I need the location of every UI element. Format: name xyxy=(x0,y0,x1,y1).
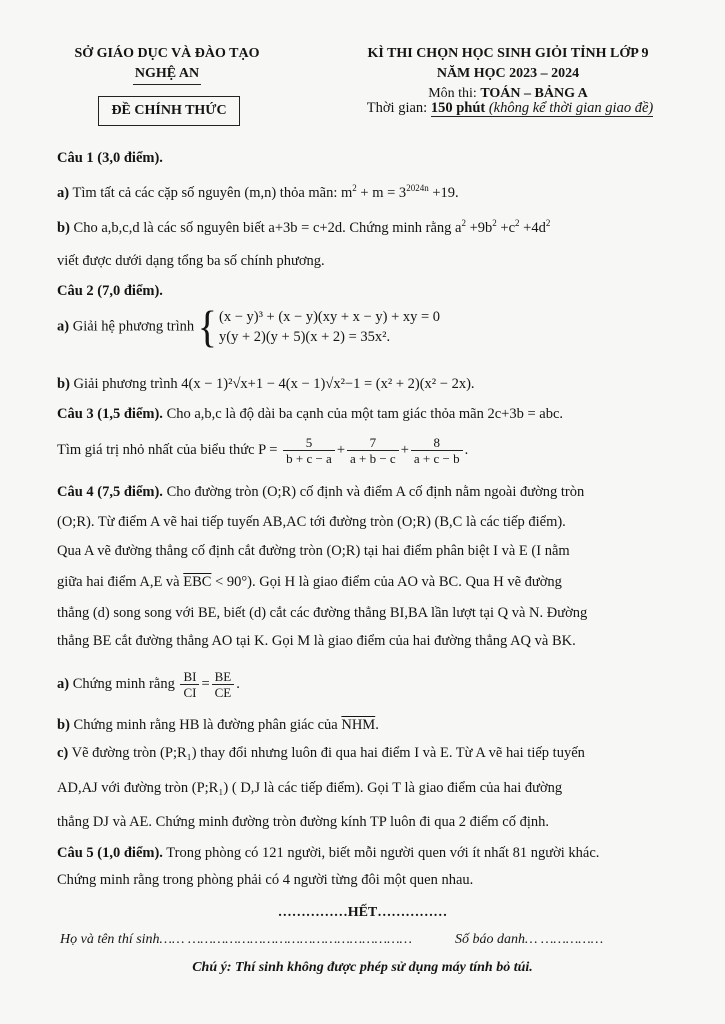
q1-b-line2: viết được dưới dạng tổng ba số chính phương. xyxy=(57,253,325,269)
fraction-bi-ci: $\frac{BI}{CI}$ xyxy=(180,669,199,700)
q4-c-line1: c) Vẽ đường tròn (P;R₁) thay đổi nhưng luôn đi qua hai điểm I và E. Từ A vẽ hai tiếp tuyến xyxy=(57,745,585,761)
q1-title: Câu 1 (3,0 điểm). xyxy=(57,150,163,166)
q2-b: b) Giải phương trình 4(x − 1)²√x+1 − 4(x − 1)√x²−1 = (x² + 2)(x² − 2x). xyxy=(57,376,475,392)
q4-line1: Câu 4 (7,5 điểm). Cho đường tròn (O;R) cố định và điểm A cố định nằm ngoài đường tròn xyxy=(57,484,585,500)
candidate-name-line: Họ và tên thí sinh…… ……………………………………………… xyxy=(60,932,413,947)
footer-note: Chú ý: Thí sinh không được phép sử dụng máy tính bỏ túi. xyxy=(192,960,533,975)
fraction-2: $\frac{7}{a + b - c}$ xyxy=(347,435,399,466)
q4-line3: Qua A vẽ đường thẳng cố định cắt đường tròn (O;R) tại hai điểm phân biệt I và E (I nằm xyxy=(57,543,570,559)
end-marker: ……………HẾT…………… xyxy=(277,905,448,920)
q4-line6: thẳng BE cắt đường thẳng AO tại K. Gọi M là giao điểm của hai đường thẳng AQ và BK. xyxy=(57,633,576,649)
time-line: Thời gian: 150 phút (không kể thời gian giao đề) xyxy=(366,100,654,116)
fraction-1: $\frac{5}{b + c - a}$ xyxy=(283,435,335,466)
official-exam-box: ĐỀ CHÍNH THỨC xyxy=(98,96,240,126)
candidate-number-line: Số báo danh… …………… xyxy=(455,932,604,947)
fraction-3: $\frac{8}{a + c - b}$ xyxy=(411,435,463,466)
q4-b: b) Chứng minh rằng HB là đường phân giác của $\overline{NHM}$. xyxy=(57,717,379,733)
fraction-be-ce: $\frac{BE}{CE}$ xyxy=(212,669,235,700)
q2-a: a) Giải hệ phương trình { (x − y)³ + (x − y)(xy + x − y) + xy = 0 y(y + 2)(y + 5)(x + 2) = 35x². xyxy=(57,301,441,352)
q1-a: a) Tìm tất cả các cặp số nguyên (m,n) thỏa mãn: $m^2 + m = 3^{2024n} +19$. xyxy=(57,183,459,201)
exam-header xyxy=(318,44,698,104)
q4-c-line2: AD,AJ với đường tròn (P;R₁) ( D,J là các tiếp điểm). Gọi T là giao điểm của hai đường xyxy=(57,780,563,796)
angle-nhm: $\overline{NHM}$ xyxy=(341,717,376,733)
exam-title: KÌ THI CHỌN HỌC SINH GIỎI TỈNH LỚP 9 xyxy=(367,46,649,61)
q3-intro: Câu 3 (1,5 điểm). Cho a,b,c là độ dài ba cạnh của một tam giác thỏa mãn 2c+3b = abc. xyxy=(57,406,564,422)
department-name: SỞ GIÁO DỤC VÀ ĐÀO TẠO xyxy=(74,46,260,61)
department-header xyxy=(42,44,292,85)
q4-line4: giữa hai điểm A,E và $\overline{EBC} < 90^\circ$). Gọi H là giao điểm của AO và BC. Qua H vẽ đường xyxy=(57,574,562,590)
q1-b: b) Cho a,b,c,d là các số nguyên biết a+3b = c+2d. Chứng minh rằng $a^2 +9b^2 +c^2 +4d^2$ xyxy=(57,218,551,236)
subject-line: Môn thi: TOÁN – BẢNG A xyxy=(428,86,588,101)
q5-line2: Chứng minh rằng trong phòng phải có 4 người từng đôi một quen nhau. xyxy=(57,872,474,888)
arc-ebc: $\overline{EBC}$ xyxy=(183,574,212,590)
q4-line2: (O;R). Từ điểm A vẽ hai tiếp tuyến AB,AC tới đường tròn (O;R) (B,C là các tiếp điểm). xyxy=(57,514,566,530)
q4-a: a) Chứng minh rằng $\frac{BI}{CI}$ = $\frac{BE}{CE}$ . xyxy=(57,669,240,700)
system-brace: { xyxy=(197,301,217,352)
q4-c-line3: thẳng DJ và AE. Chứng minh đường tròn đường kính TP luôn đi qua 2 điểm cố định. xyxy=(57,814,550,830)
q3-expression: Tìm giá trị nhỏ nhất của biểu thức P = $\frac{5}{b + c - a}$ + $\frac{7}{a + b - c}$ + $\frac{8}{a + c - b}$ . xyxy=(57,435,469,466)
equation-system: (x − y)³ + (x − y)(xy + x − y) + xy = 0 y(y + 2)(y + 5)(x + 2) = 35x². xyxy=(218,309,441,345)
q5-line1: Câu 5 (1,0 điểm). Trong phòng có 121 người, biết mỗi người quen với ít nhất 81 người khác. xyxy=(57,845,600,861)
q2-title: Câu 2 (7,0 điểm). xyxy=(57,283,163,299)
q4-line5: thẳng (d) song song với BE, biết (d) cắt các đường thẳng BI,BA lần lượt tại Q và N. Đường xyxy=(57,605,588,621)
province-name: NGHỆ AN xyxy=(133,64,201,85)
school-year: NĂM HỌC 2023 – 2024 xyxy=(436,66,580,81)
